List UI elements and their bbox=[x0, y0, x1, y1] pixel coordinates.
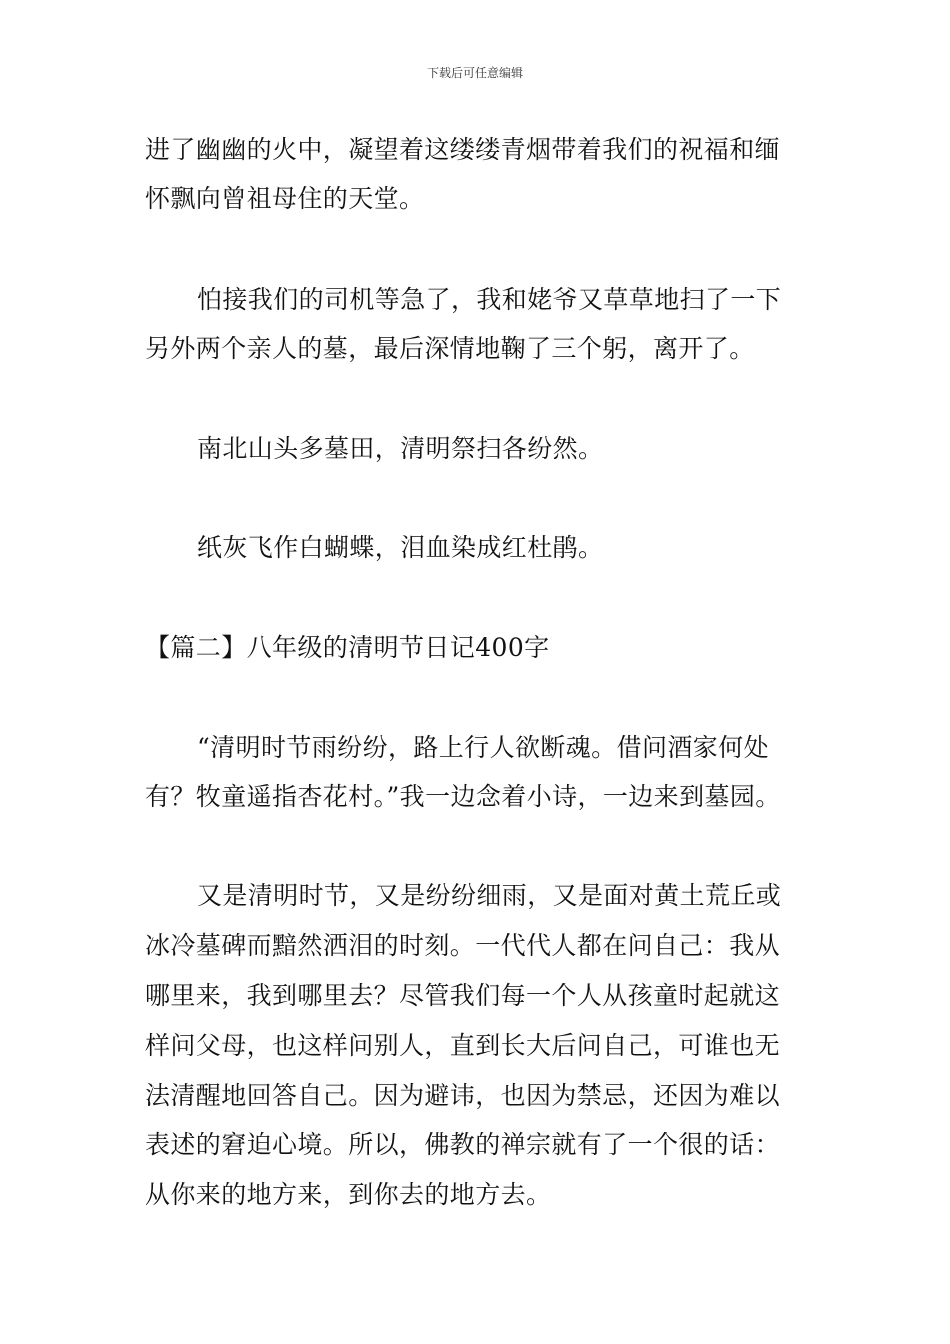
text-line: 表述的窘迫心境。所以，佛教的禅宗就有了一个很的话： bbox=[145, 1130, 781, 1159]
poem-line: 南北山头多墓田，清明祭扫各纷然。 bbox=[197, 434, 604, 463]
text-line: 冰冷墓碑而黯然洒泪的时刻。一代代人都在问自己：我从 bbox=[145, 931, 781, 960]
text-line: 样问父母，也这样问别人，直到长大后问自己，可谁也无 bbox=[145, 1031, 781, 1060]
text-line: 另外两个亲人的墓，最后深情地鞠了三个躬，离开了。 bbox=[145, 334, 755, 363]
page-header: 下载后可任意编辑 bbox=[426, 66, 523, 80]
section-heading: 【篇二】八年级的清明节日记400字 bbox=[145, 633, 550, 662]
text-line: 怀飘向曾祖母住的天堂。 bbox=[145, 184, 425, 213]
text-line: 进了幽幽的火中，凝望着这缕缕青烟带着我们的祝福和缅 bbox=[145, 135, 781, 164]
text-line: 有？牧童遥指杏花村。”我一边念着小诗，一边来到墓园。 bbox=[145, 782, 781, 811]
paragraph-start-line: 又是清明时节，又是纷纷细雨，又是面对黄土荒丘或 bbox=[197, 881, 782, 910]
poem-line: 纸灰飞作白蝴蝶，泪血染成红杜鹃。 bbox=[197, 533, 604, 562]
text-line: 哪里来，我到哪里去？尽管我们每一个人从孩童时起就这 bbox=[145, 981, 781, 1010]
paragraph-start-line: 怕接我们的司机等急了，我和姥爷又草草地扫了一下 bbox=[197, 285, 782, 314]
text-line: 从你来的地方来，到你去的地方去。 bbox=[145, 1180, 552, 1209]
paragraph-start-line: “清明时节雨纷纷，路上行人欲断魂。借问酒家何处 bbox=[197, 733, 769, 762]
text-line: 法清醒地回答自己。因为避讳，也因为禁忌，还因为难以 bbox=[145, 1081, 781, 1110]
